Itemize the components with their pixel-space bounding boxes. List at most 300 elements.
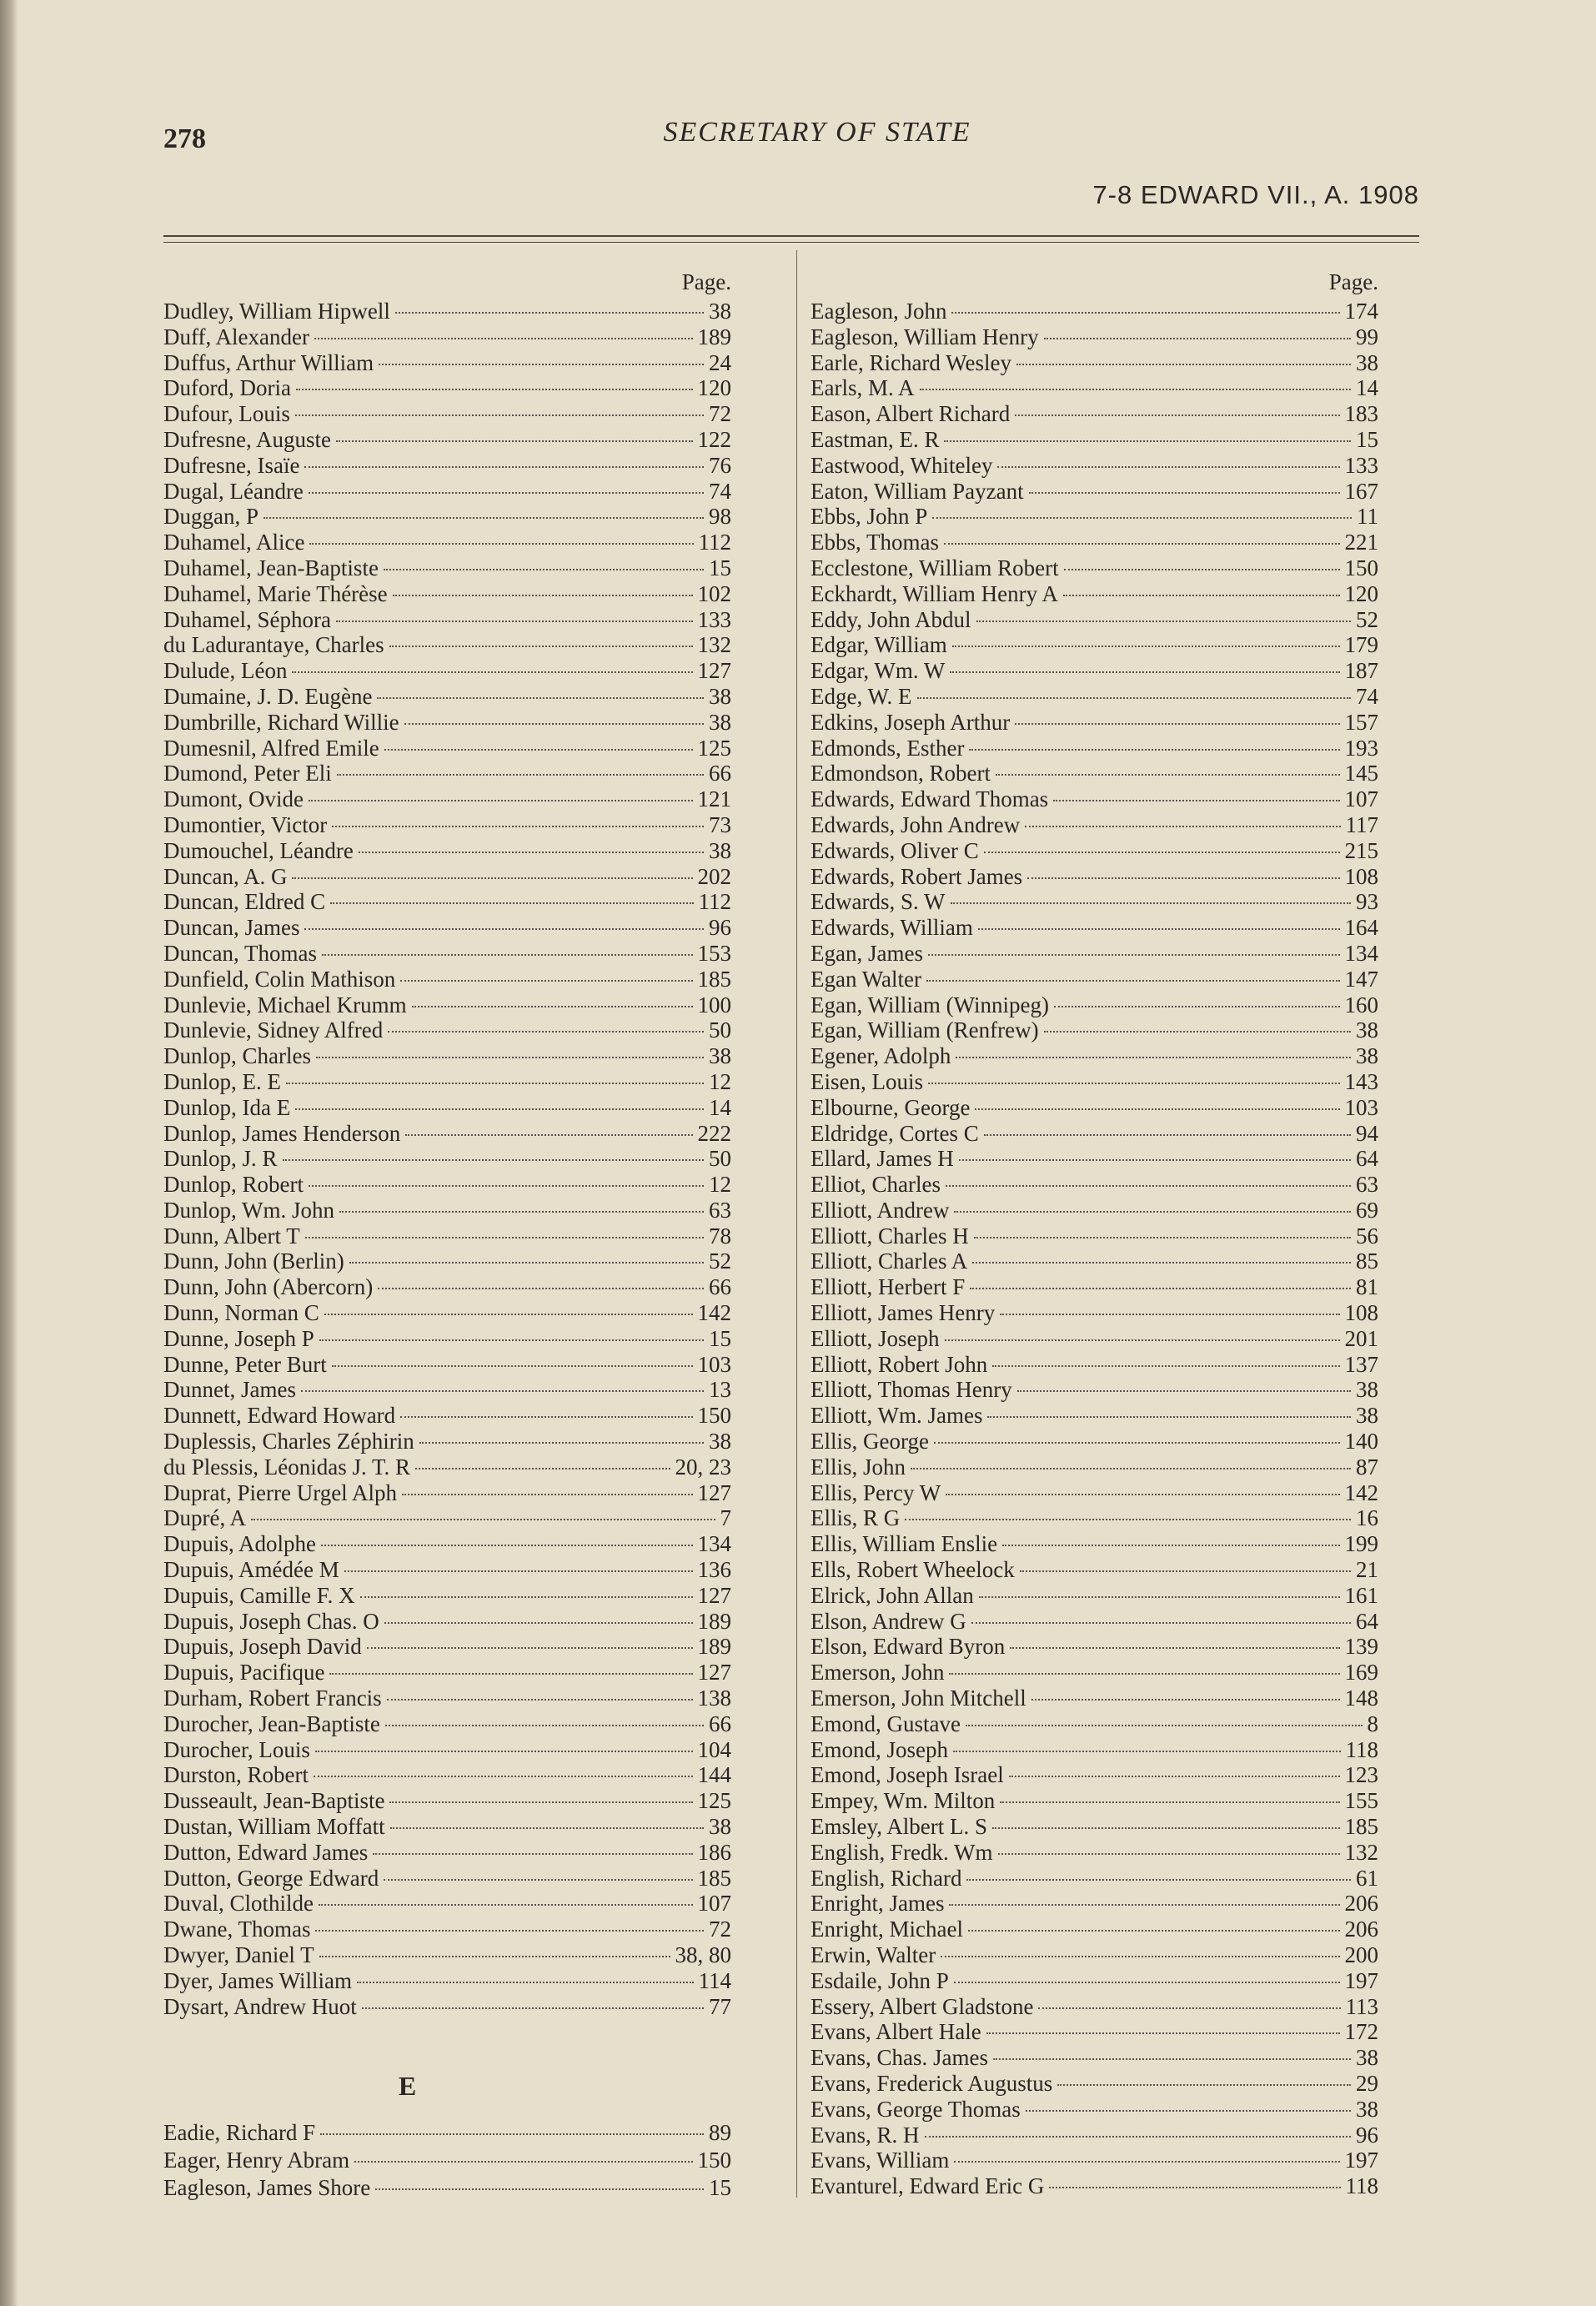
dot-leader	[1016, 364, 1351, 365]
index-entry	[811, 2045, 1382, 2071]
entry-page: 50	[709, 1146, 731, 1172]
index-entry	[811, 992, 1382, 1018]
entry-name: Ecclestone, William Robert	[811, 555, 1059, 580]
index-entry	[811, 581, 1382, 607]
index-entry	[811, 1686, 1382, 1711]
index-list	[163, 299, 735, 2019]
dot-leader	[952, 646, 1340, 647]
entry-page: 137	[1344, 1351, 1378, 1377]
dot-leader	[954, 1211, 1351, 1213]
index-entry	[163, 375, 735, 401]
entry-page: 72	[709, 1917, 731, 1942]
entry-name: Emerson, John	[811, 1660, 945, 1686]
index-entry	[163, 581, 735, 607]
entry-page: 125	[697, 1788, 731, 1814]
dot-leader	[375, 2188, 704, 2190]
entry-name: Dumaine, J. D. Eugène	[163, 683, 373, 709]
entry-name: Egan, James	[811, 940, 923, 966]
entry-page: 118	[1345, 2173, 1378, 2199]
index-entry	[811, 1403, 1382, 1429]
dot-leader	[928, 954, 1340, 956]
dot-leader	[322, 954, 693, 956]
dot-leader	[1038, 2007, 1340, 2009]
dot-leader	[1049, 2187, 1340, 2188]
entry-name: Eason, Albert Richard	[811, 401, 1011, 427]
entry-name: Duncan, James	[163, 915, 300, 941]
entry-name: Eastwood, Whiteley	[811, 452, 993, 478]
entry-page: 21	[1356, 1557, 1378, 1583]
dot-leader	[953, 1751, 1341, 1752]
entry-page: 206	[1344, 1917, 1378, 1942]
entry-page: 138	[697, 1686, 731, 1711]
entry-name: Duprat, Pierre Urgel Alph	[163, 1480, 397, 1505]
entry-name: Edwards, William	[811, 915, 973, 941]
index-entry	[811, 1095, 1382, 1121]
index-entry	[163, 1840, 735, 1866]
index-entry	[163, 812, 735, 838]
dot-leader	[301, 1390, 704, 1392]
entry-page: 121	[697, 786, 731, 812]
entry-name: Dunlevie, Michael Krumm	[163, 992, 407, 1017]
index-entry	[163, 1505, 735, 1531]
entry-name: Elliott, Thomas Henry	[811, 1377, 1012, 1403]
index-entry	[811, 1891, 1382, 1917]
dot-leader	[304, 928, 704, 930]
entry-name: Elliott, Herbert F	[811, 1274, 966, 1300]
entry-page: 38	[1356, 1017, 1378, 1043]
index-entry	[163, 350, 735, 376]
entry-page: 16	[1356, 1505, 1378, 1531]
dot-leader	[404, 723, 704, 725]
entry-page: 148	[1344, 1686, 1378, 1711]
entry-page: 120	[1344, 580, 1378, 606]
column-divider	[796, 250, 797, 2198]
dot-leader	[389, 1801, 692, 1803]
index-entry	[163, 838, 735, 864]
index-entry	[163, 1480, 735, 1506]
index-entry	[163, 992, 735, 1018]
entry-name: Dunlop, E. E	[163, 1068, 281, 1094]
entry-name: Edwards, S. W	[811, 889, 946, 915]
index-entry	[163, 2119, 735, 2147]
entry-name: Edgar, William	[811, 632, 947, 658]
index-entry	[811, 1326, 1382, 1352]
entry-name: Elson, Andrew G	[811, 1608, 966, 1634]
entry-name: Dunlop, Wm. John	[163, 1197, 335, 1223]
dot-leader	[309, 1185, 704, 1187]
entry-name: Eager, Henry Abram	[163, 2148, 350, 2173]
index-entry	[163, 1609, 735, 1635]
dot-leader	[402, 1494, 693, 1495]
dot-leader	[987, 1416, 1351, 1418]
dot-leader	[954, 2161, 1339, 2163]
entry-page: 150	[697, 2148, 731, 2173]
dot-leader	[932, 517, 1352, 519]
entry-name: Ellis, Percy W	[811, 1480, 941, 1505]
index-entry	[163, 915, 735, 941]
index-entry	[163, 1172, 735, 1198]
dot-leader	[911, 1468, 1351, 1470]
entry-page: 186	[697, 1839, 731, 1865]
entry-page: 38	[1356, 349, 1378, 375]
index-entry	[163, 967, 735, 992]
entry-name: Durham, Robert Francis	[163, 1686, 382, 1711]
entry-name: Dutton, Edward James	[163, 1839, 369, 1865]
entry-page: 127	[697, 1660, 731, 1686]
dot-leader	[986, 2032, 1340, 2034]
entry-name: Elliott, Robert John	[811, 1351, 988, 1377]
entry-name: Dufresne, Isaïe	[163, 452, 300, 478]
entry-page: 187	[1344, 658, 1378, 684]
entry-name: Duplessis, Charles Zéphirin	[163, 1429, 414, 1454]
dot-leader	[332, 826, 704, 827]
entry-page: 144	[697, 1762, 731, 1788]
header-rule	[163, 235, 1419, 237]
entry-page: 201	[1344, 1325, 1378, 1351]
index-entry	[163, 1968, 735, 1994]
entry-page: 38	[709, 837, 731, 863]
dot-leader	[956, 1057, 1351, 1058]
index-entry	[163, 607, 735, 633]
entry-page: 133	[1344, 452, 1378, 478]
entry-page: 120	[697, 375, 731, 401]
dot-leader	[1002, 1545, 1339, 1546]
entry-page: 38	[709, 683, 731, 709]
entry-page: 122	[697, 426, 731, 452]
index-entry	[163, 1017, 735, 1043]
index-entry	[811, 1634, 1382, 1660]
index-entry	[811, 1994, 1382, 2020]
entry-name: Dupuis, Joseph David	[163, 1634, 362, 1660]
entry-page: 63	[709, 1197, 731, 1223]
entry-page: 38	[1356, 1403, 1378, 1429]
entry-name: Essery, Albert Gladstone	[811, 1993, 1034, 2019]
dot-leader	[305, 1237, 704, 1238]
dot-leader	[966, 1725, 1363, 1726]
entry-name: Dupré, A	[163, 1505, 246, 1531]
index-entry	[811, 915, 1382, 941]
index-entry	[163, 941, 735, 967]
entry-page: 108	[1344, 1300, 1378, 1326]
entry-page: 134	[1344, 940, 1378, 966]
dot-leader	[1025, 826, 1340, 827]
index-entry	[811, 1968, 1382, 1994]
index-entry	[163, 684, 735, 710]
dot-leader	[319, 1904, 693, 1906]
entry-name: Enright, James	[811, 1891, 945, 1917]
entry-name: Eagleson, William Henry	[811, 324, 1039, 349]
page-binding-shadow	[0, 0, 18, 2306]
dot-leader	[946, 1494, 1339, 1495]
dot-leader	[1015, 723, 1339, 725]
dot-leader	[292, 877, 692, 879]
index-entry	[811, 1146, 1382, 1172]
index-entry	[811, 324, 1382, 350]
entry-name: Egan Walter	[811, 966, 922, 992]
dot-leader	[315, 1930, 704, 1932]
index-entry	[163, 1531, 735, 1557]
index-entry	[163, 555, 735, 581]
entry-page: 114	[698, 1967, 731, 1993]
dot-leader	[395, 312, 704, 314]
dot-leader	[319, 1956, 670, 1957]
entry-name: Elliott, James Henry	[811, 1300, 996, 1326]
index-entry	[811, 889, 1382, 915]
entry-page: 74	[709, 478, 731, 504]
entry-name: English, Fredk. Wm	[811, 1839, 993, 1865]
entry-name: Dunne, Joseph P	[163, 1325, 314, 1351]
entry-name: Ellard, James H	[811, 1146, 954, 1172]
index-entry	[163, 786, 735, 812]
entry-name: Dunne, Peter Burt	[163, 1351, 327, 1377]
index-entry	[811, 1531, 1382, 1557]
dot-leader	[357, 1982, 693, 1983]
entry-page: 197	[1344, 2148, 1378, 2173]
index-entry	[811, 1198, 1382, 1223]
entry-page: 102	[697, 580, 731, 606]
index-entry	[163, 1326, 735, 1352]
page-column-heading: Page.	[681, 269, 731, 294]
dot-leader	[997, 466, 1339, 468]
dot-leader	[944, 440, 1351, 442]
entry-name: Egan, William (Renfrew)	[811, 1017, 1039, 1043]
entry-name: Duncan, A. G	[163, 863, 288, 889]
dot-leader	[373, 1853, 692, 1855]
entry-page: 38	[1356, 1043, 1378, 1069]
dot-leader	[251, 1519, 715, 1520]
index-entry	[811, 1660, 1382, 1686]
index-entry	[163, 530, 735, 555]
dot-leader	[337, 774, 704, 776]
index-list-e	[163, 2119, 735, 2202]
index-entry	[811, 2148, 1382, 2173]
entry-page: 222	[697, 1120, 731, 1146]
dot-leader	[349, 1262, 704, 1264]
entry-name: Eastman, E. R	[811, 426, 940, 452]
dot-leader	[968, 1930, 1340, 1932]
entry-name: Eadie, Richard F	[163, 2120, 316, 2146]
entry-name: Egener, Adolph	[811, 1043, 951, 1069]
index-entry	[811, 1429, 1382, 1454]
session-label: 7-8 EDWARD VII., A. 1908	[1092, 180, 1419, 209]
index-entry	[811, 453, 1382, 479]
entry-page: 132	[1344, 1839, 1378, 1865]
entry-page: 38	[709, 1429, 731, 1454]
dot-leader	[1020, 1570, 1351, 1572]
entry-page: 127	[697, 658, 731, 684]
dot-leader	[405, 1134, 692, 1136]
dot-leader	[1063, 595, 1340, 596]
entry-name: Edgar, Wm. W	[811, 658, 946, 684]
index-entry	[811, 530, 1382, 555]
entry-page: 15	[709, 1325, 731, 1351]
entry-name: Dunn, Norman C	[163, 1300, 319, 1326]
index-entry	[163, 1634, 735, 1660]
entry-page: 127	[697, 1582, 731, 1608]
entry-page: 103	[697, 1351, 731, 1377]
dot-leader	[950, 671, 1339, 673]
index-entry	[811, 1866, 1382, 1892]
index-entry	[811, 736, 1382, 761]
dot-leader	[971, 1622, 1351, 1624]
dot-leader	[1053, 800, 1339, 801]
index-entry	[163, 632, 735, 658]
entry-page: 185	[697, 1865, 731, 1891]
dot-leader	[309, 800, 693, 801]
entry-name: Evans, George Thomas	[811, 2096, 1021, 2122]
entry-page: 12	[709, 1172, 731, 1198]
index-entry	[811, 684, 1382, 710]
entry-page: 143	[1344, 1068, 1378, 1094]
dot-leader	[1009, 1776, 1340, 1777]
index-entry	[163, 299, 735, 324]
entry-name: Duncan, Thomas	[163, 940, 317, 966]
index-entry	[811, 1352, 1382, 1378]
entry-page: 12	[709, 1068, 731, 1094]
index-entry	[811, 1454, 1382, 1480]
dot-leader	[992, 1365, 1339, 1367]
index-entry	[163, 1403, 735, 1429]
entry-name: Edwards, Robert James	[811, 863, 1023, 889]
index-entry	[163, 479, 735, 505]
index-entry	[811, 761, 1382, 786]
index-entry	[163, 1352, 735, 1378]
index-entry	[811, 2123, 1382, 2148]
index-entry	[163, 401, 735, 427]
index-entry	[811, 1172, 1382, 1198]
dot-leader	[984, 852, 1340, 853]
entry-page: 103	[1344, 1094, 1378, 1120]
entry-page: 38	[1356, 2096, 1378, 2122]
dot-leader	[314, 338, 693, 339]
entry-name: Dunn, John (Berlin)	[163, 1248, 344, 1274]
index-list	[811, 299, 1382, 2199]
entry-name: Dulude, Léon	[163, 658, 288, 684]
entry-page: 38	[709, 709, 731, 735]
entry-name: Earls, M. A	[811, 375, 915, 401]
entry-name: Evans, R. H	[811, 2122, 920, 2148]
dot-leader	[286, 1083, 704, 1084]
entry-name: Dunnett, Edward Howard	[163, 1403, 396, 1429]
entry-page: 157	[1344, 709, 1378, 735]
index-entry	[163, 1223, 735, 1249]
entry-page: 155	[1344, 1788, 1378, 1814]
entry-page: 93	[1356, 889, 1378, 915]
dot-leader	[934, 1442, 1340, 1444]
right-column	[811, 265, 1382, 2199]
dot-leader	[400, 980, 692, 982]
entry-page: 112	[698, 889, 731, 915]
index-entry	[811, 632, 1382, 658]
index-entry	[163, 1095, 735, 1121]
entry-page: 174	[1344, 299, 1378, 324]
entry-name: Edkins, Joseph Arthur	[811, 709, 1011, 735]
index-entry	[163, 1274, 735, 1300]
entry-page: 153	[697, 940, 731, 966]
index-entry	[811, 864, 1382, 890]
dot-leader	[966, 1879, 1351, 1881]
index-entry	[811, 427, 1382, 453]
entry-name: Dupuis, Joseph Chas. O	[163, 1608, 379, 1634]
entry-name: Durocher, Louis	[163, 1736, 310, 1762]
dot-leader	[1015, 414, 1339, 416]
dot-leader	[976, 620, 1351, 622]
index-entry	[811, 658, 1382, 684]
dot-leader	[419, 1442, 704, 1444]
entry-page: 112	[698, 530, 731, 555]
dot-leader	[993, 2058, 1351, 2060]
entry-page: 14	[709, 1094, 731, 1120]
entry-page: 197	[1344, 1967, 1378, 1993]
entry-page: 150	[697, 1403, 731, 1429]
dot-leader	[339, 1211, 704, 1213]
dot-leader	[354, 2161, 692, 2163]
entry-page: 139	[1344, 1634, 1378, 1660]
index-entry	[163, 1686, 735, 1711]
entry-page: 64	[1356, 1608, 1378, 1634]
dot-leader	[321, 1545, 692, 1546]
dot-leader	[292, 671, 692, 673]
index-entry	[811, 1583, 1382, 1609]
entry-name: Dupuis, Amédée M	[163, 1557, 339, 1583]
index-entry	[811, 2173, 1382, 2199]
entry-name: Eddy, John Abdul	[811, 606, 971, 632]
entry-name: Dumond, Peter Eli	[163, 761, 332, 786]
index-entry	[163, 453, 735, 479]
entry-page: 8	[1367, 1711, 1378, 1736]
dot-leader	[969, 749, 1339, 751]
entry-name: Elliot, Charles	[811, 1172, 941, 1198]
entry-page: 136	[697, 1557, 731, 1583]
index-entry	[811, 1609, 1382, 1635]
index-entry	[811, 1480, 1382, 1506]
index-entry	[811, 941, 1382, 967]
dot-leader	[393, 595, 693, 596]
dot-leader	[949, 1904, 1339, 1906]
dot-leader	[1029, 492, 1340, 494]
index-entry	[811, 1557, 1382, 1583]
dot-leader	[1026, 2110, 1351, 2112]
entry-name: Eagleson, John	[811, 299, 947, 324]
entry-name: Edwards, Edward Thomas	[811, 786, 1049, 812]
index-entry	[163, 710, 735, 736]
index-entry	[163, 1377, 735, 1403]
entry-page: 150	[1344, 555, 1378, 580]
entry-name: Evans, Chas. James	[811, 2045, 988, 2071]
entry-name: Elliott, Charles H	[811, 1223, 969, 1248]
entry-name: Dunn, Albert T	[163, 1223, 300, 1248]
entry-name: Elliott, Andrew	[811, 1197, 950, 1223]
index-entry	[163, 1121, 735, 1147]
entry-page: 147	[1344, 966, 1378, 992]
dot-leader	[336, 620, 693, 622]
entry-name: Duhamel, Séphora	[163, 606, 331, 632]
index-entry	[163, 1583, 735, 1609]
entry-name: Elliott, Joseph	[811, 1325, 940, 1351]
index-entry	[811, 812, 1382, 838]
dot-leader	[412, 1006, 693, 1007]
index-entry	[163, 2174, 735, 2202]
entry-page: 189	[697, 324, 731, 349]
index-entry	[811, 555, 1382, 581]
dot-leader	[336, 440, 693, 442]
dot-leader	[1031, 1699, 1340, 1701]
entry-page: 66	[709, 1274, 731, 1300]
entry-name: Dwane, Thomas	[163, 1917, 311, 1942]
dot-leader	[945, 1339, 1340, 1341]
dot-leader	[941, 1956, 1339, 1957]
entry-page: 38, 80	[675, 1942, 731, 1967]
